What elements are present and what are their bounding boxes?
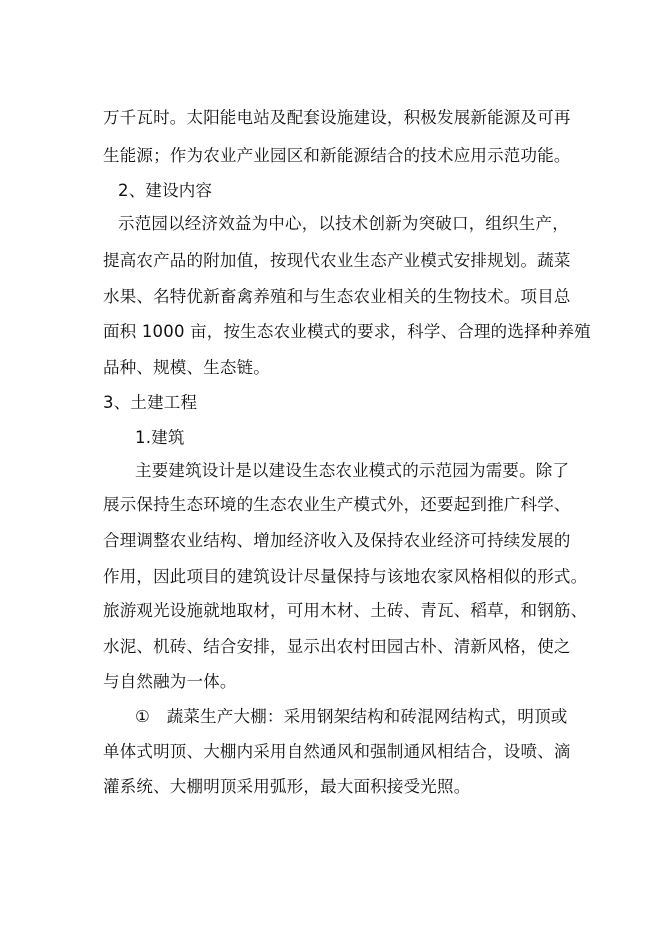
subsection-heading: 1.建筑 [135, 428, 185, 447]
paragraph-line: 合理调整农业结构、增加经济收入及保持农业经济可持续发展的 [103, 531, 571, 550]
section-heading: 3、土建工程 [103, 393, 198, 412]
paragraph-line: 与自然融为一体。 [103, 672, 237, 691]
paragraph-line: 提高农产品的附加值，按现代农业生态产业模式安排规划。蔬菜 [103, 251, 571, 270]
paragraph-line: 旅游观光设施就地取材，可用木材、土砖、青瓦、稻草，和钢筋、 [103, 601, 588, 620]
paragraph-line: 面积 1000 亩，按生态农业模式的要求，科学、合理的选择种养殖 [103, 322, 591, 341]
paragraph-line: 水泥、机砖、结合安排，显示出农村田园古朴、清新风格，使之 [103, 637, 571, 656]
paragraph-line: 展示保持生态环境的生态农业生产模式外，还要起到推广科学、 [103, 495, 571, 514]
paragraph-line: 品种、规模、生态链。 [103, 358, 270, 377]
paragraph-line: 主要建筑设计是以建设生态农业模式的示范园为需要。除了 [135, 461, 570, 480]
paragraph-line: 作用，因此项目的建筑设计尽量保持与该地农家风格相似的形式。 [103, 567, 588, 586]
paragraph-line: 单体式明顶、大棚内采用自然通风和强制通风相结合，设喷、滴 [103, 742, 571, 761]
paragraph-line: 灌系统、大棚明顶采用弧形，最大面积接受光照。 [103, 777, 471, 796]
paragraph-line: 示范园以经济效益为中心，以技术创新为突破口，组织生产， [118, 214, 569, 233]
paragraph-line: 水果、名特优新畜禽养殖和与生态农业相关的生物技术。项目总 [103, 287, 571, 306]
paragraph-line: 生能源；作为农业产业园区和新能源结合的技术应用示范功能。 [103, 146, 571, 165]
paragraph-line: 万千瓦时。太阳能电站及配套设施建设，积极发展新能源及可再 [103, 108, 571, 127]
section-heading: 2、建设内容 [118, 181, 213, 200]
list-item-line: ① 蔬菜生产大棚：采用钢架结构和砖混网结构式，明顶或 [135, 707, 568, 726]
